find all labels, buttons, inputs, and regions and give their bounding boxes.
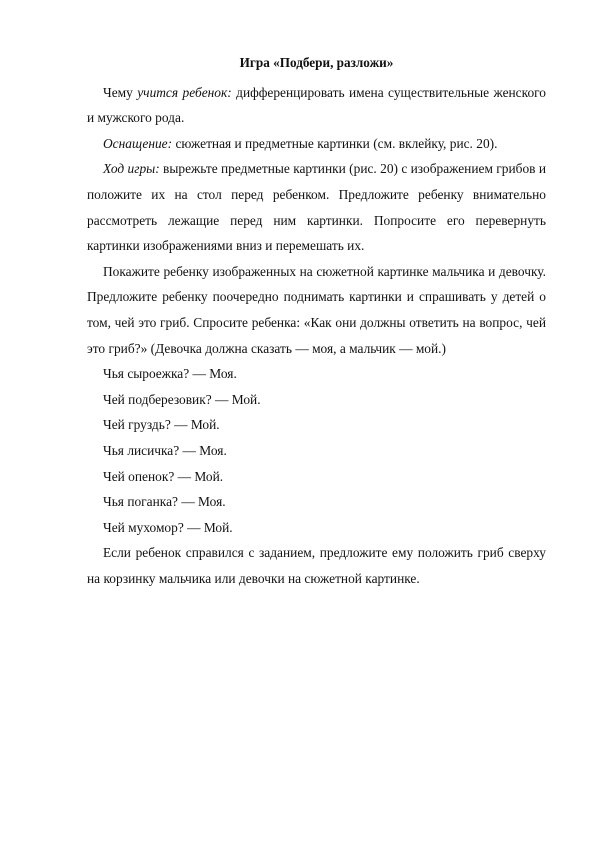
- dialogue-line: Чья лисичка? — Моя.: [103, 442, 227, 458]
- dialogue-line: Чей груздь? — Мой.: [103, 417, 220, 433]
- equipment-text: сюжетная и предметные картинки (см. вклейку, рис. 20).: [172, 135, 498, 151]
- dialogue-line: Чей подберезовик? — Мой.: [103, 391, 261, 407]
- dialogue-line: Чья поганка? — Моя.: [103, 494, 226, 510]
- procedure-text: вырежьте предметные картинки (рис. 20) с изображением грибов и положите их на стол перед ребенком. Предложите ребенку внимательно рассмотреть лежащие перед ним картинки. Попросите его перевернуть картинки изображениями вниз и перемешать их.: [87, 161, 546, 254]
- goal-paragraph: [87, 80, 546, 131]
- goal-lead: Чему: [103, 84, 138, 100]
- equipment-paragraph: [87, 131, 546, 157]
- final-paragraph: Если ребенок справился с заданием, предложите ему положить гриб сверху на корзинку мальчика или девочки на сюжетной картинке.: [87, 545, 546, 586]
- dialogue-line: Чья сыроежка? — Моя.: [103, 366, 237, 382]
- document-body: [87, 50, 546, 591]
- instruction-paragraph: Покажите ребенку изображенных на сюжетной картинке мальчика и девочку. Предложите ребенку поочередно поднимать картинки и спрашивать у детей о том, чей это гриб. Спросите ребенка: «Как они должны ответить на вопрос, чей это гриб?» (Девочка должна сказать — моя, а мальчик — мой.): [87, 263, 546, 356]
- dialogue-line: Чей опенок? — Мой.: [103, 468, 224, 484]
- dialogue-line: Чей мухомор? — Мой.: [103, 519, 233, 535]
- game-title: Игра «Подбери, разложи»: [239, 55, 394, 70]
- procedure-paragraph: [87, 156, 546, 258]
- equipment-label: Оснащение:: [103, 135, 173, 151]
- procedure-label: Ход игры:: [103, 161, 160, 177]
- goal-label: учится ребенок:: [137, 84, 232, 100]
- goal-text: дифференцировать имена существительные женского и мужского рода.: [87, 84, 546, 126]
